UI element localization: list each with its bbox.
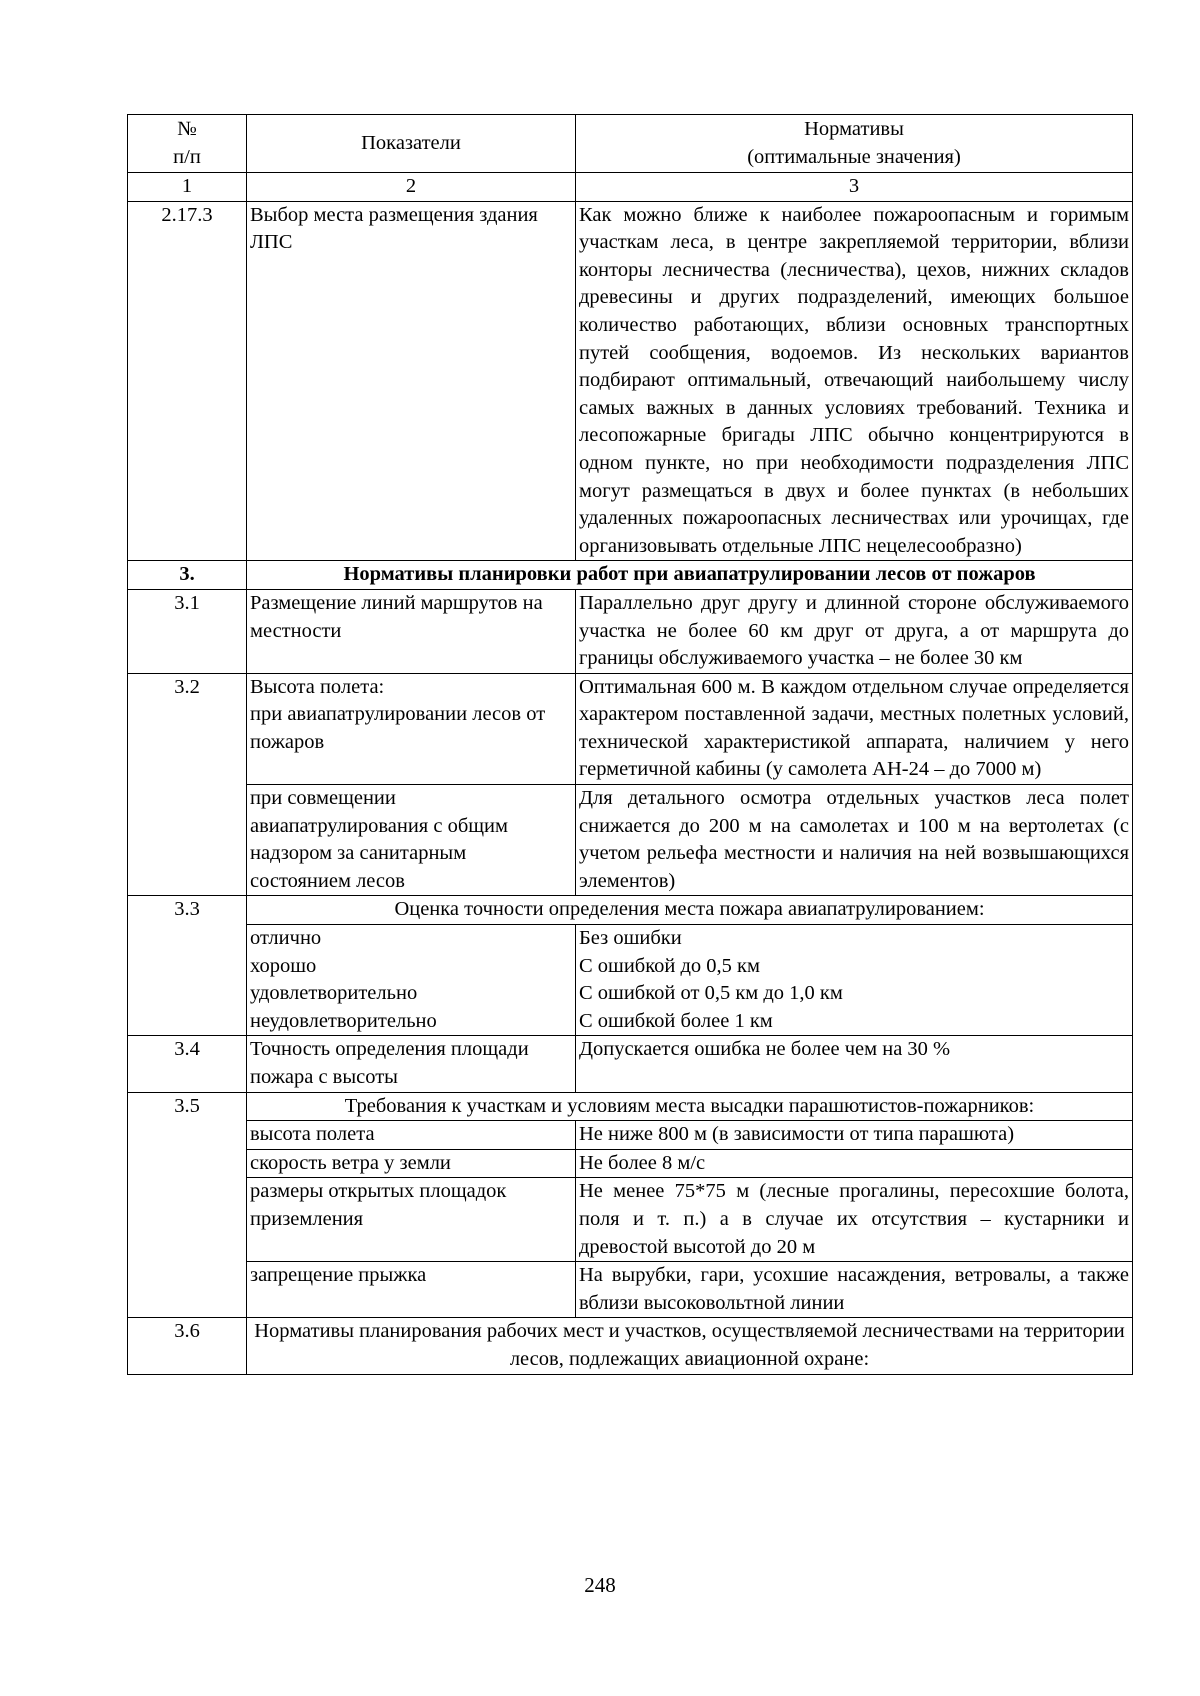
row-title: Нормативы планирования рабочих мест и участков, осуществляемой лесничествами на территории лесов, подлежащих авиационной охране: <box>247 1318 1133 1374</box>
row-norm: На вырубки, гари, усохшие насаждения, ветровалы, а также вблизи высоковольтной линии <box>576 1262 1133 1318</box>
table-row <box>128 673 1133 784</box>
header-row <box>128 115 1133 173</box>
row-number: 3.6 <box>128 1318 247 1374</box>
row-number: 3.5 <box>128 1092 247 1318</box>
row-norm: Оптимальная 600 м. В каждом отдельном случае определяется характером поставленной задачи, местных полетных условий, технической характеристикой аппарата, наличием у него герметичной кабины (у самолета АН-24 – до 7000 м) <box>576 673 1133 784</box>
table-row <box>128 785 1133 896</box>
header-num-1: 1 <box>128 173 247 202</box>
header-numbering-row <box>128 173 1133 202</box>
row-indicator: Размещение линий маршрутов на местности <box>247 589 576 673</box>
row-indicator: Выбор места размещения здания ЛПС <box>247 201 576 561</box>
row-norm: Как можно ближе к наиболее пожароопасным и горимым участкам леса, в центре закрепляемой территории, вблизи конторы лесничества (лесничества), цехов, нижних складов древесины и других подразделений, имеющих большое количество работающих, вблизи основных транспортных путей сообщения, водоемов. Из нескольких вариантов подбирают оптимальный, отвечающий наибольшему числу самых важных в данных условиях требований. Техника и лесопожарные бригады ЛПС обычно концентрируются в одном пункте, но при необходимости подразделения ЛПС могут размещаться в двух и более пунктах (в небольших удаленных пожароопасных лесничествах или урочищах, где организовывать отдельные ЛПС нецелесообразно) <box>576 201 1133 561</box>
row-indicator: запрещение прыжка <box>247 1262 576 1318</box>
page-number: 248 <box>584 1573 616 1597</box>
header-norms: Нормативы (оптимальные значения) <box>576 115 1133 173</box>
norms-table <box>127 114 1133 1375</box>
row-title: Оценка точности определения места пожара авиапатрулированием: <box>247 896 1133 925</box>
row-indicator: высота полета <box>247 1121 576 1150</box>
header-num-3: 3 <box>576 173 1133 202</box>
row-norm: Параллельно друг другу и длинной стороне обслуживаемого участка не более 60 км друг от друга, а от маршрута до границы обслуживаемого участка – не более 30 км <box>576 589 1133 673</box>
row-norm: Не менее 75*75 м (лесные прогалины, пересохшие болота, поля и т. п.) а в случае их отсутствия – кустарники и древостой высотой до 20 м <box>576 1178 1133 1262</box>
table-row <box>128 1149 1133 1178</box>
row-number: 3.1 <box>128 589 247 673</box>
row-number: 3.2 <box>128 673 247 896</box>
section-row <box>128 896 1133 925</box>
row-indicator: при совмещении авиапатрулирования с общим надзором за санитарным состоянием лесов <box>247 785 576 896</box>
table-row <box>128 1121 1133 1150</box>
table-row <box>128 1178 1133 1262</box>
table-row <box>128 925 1133 1036</box>
row-norm: Без ошибки С ошибкой до 0,5 км С ошибкой от 0,5 км до 1,0 км С ошибкой более 1 км <box>576 925 1133 1036</box>
header-number: № п/п <box>128 115 247 173</box>
section-row <box>128 561 1133 590</box>
row-number: 3.3 <box>128 896 247 1036</box>
row-title: Требования к участкам и условиям места высадки парашютистов-пожарников: <box>247 1092 1133 1121</box>
row-norm: Не ниже 800 м (в зависимости от типа парашюта) <box>576 1121 1133 1150</box>
section-row <box>128 1092 1133 1121</box>
row-indicator: Точность определения площади пожара с высоты <box>247 1036 576 1092</box>
table-row <box>128 1036 1133 1092</box>
row-indicator: отлично хорошо удовлетворительно неудовлетворительно <box>247 925 576 1036</box>
row-indicator: скорость ветра у земли <box>247 1149 576 1178</box>
section-row <box>128 1318 1133 1374</box>
table-row <box>128 201 1133 561</box>
section-number: 3. <box>128 561 247 590</box>
row-norm: Для детального осмотра отдельных участков леса полет снижается до 200 м на самолетах и 100 м на вертолетах (с учетом рельефа местности и наличия на ней возвышающихся элементов) <box>576 785 1133 896</box>
header-num-2: 2 <box>247 173 576 202</box>
row-norm: Допускается ошибка не более чем на 30 % <box>576 1036 1133 1092</box>
document-page <box>127 114 1132 1375</box>
table-row <box>128 589 1133 673</box>
header-indicators: Показатели <box>247 115 576 173</box>
row-indicator: размеры открытых площадок приземления <box>247 1178 576 1262</box>
table-row <box>128 1262 1133 1318</box>
row-number: 3.4 <box>128 1036 247 1092</box>
row-indicator: Высота полета: при авиапатрулировании лесов от пожаров <box>247 673 576 784</box>
section-title: Нормативы планировки работ при авиапатрулировании лесов от пожаров <box>247 561 1133 590</box>
row-number: 2.17.3 <box>128 201 247 561</box>
row-norm: Не более 8 м/с <box>576 1149 1133 1178</box>
